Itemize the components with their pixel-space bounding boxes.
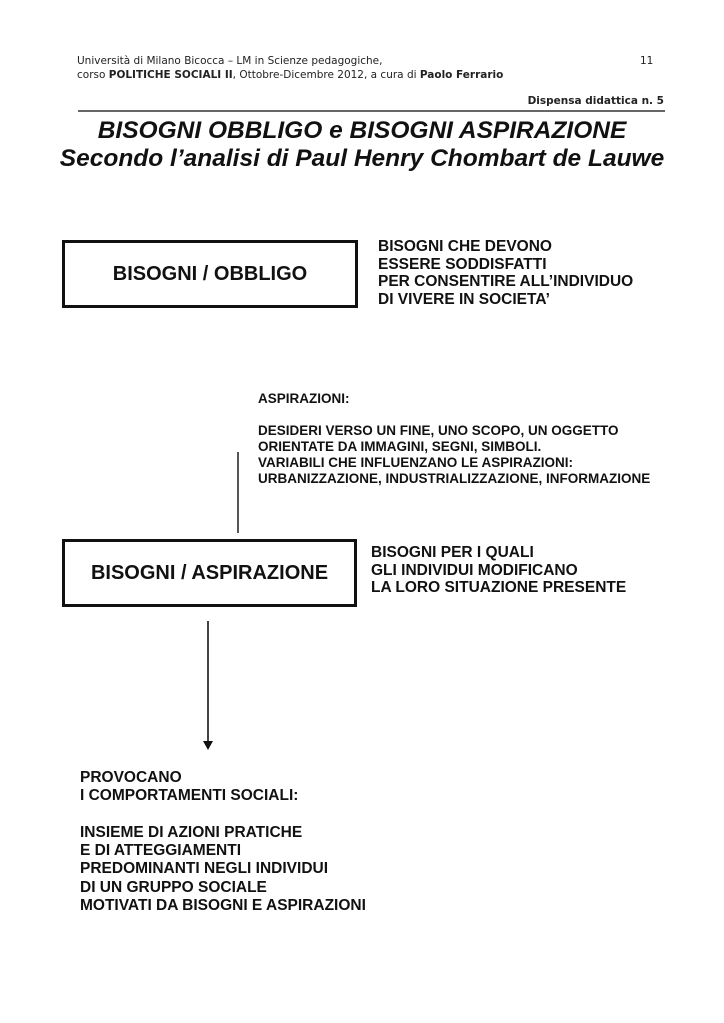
aspirazione-description-line: LA LORO SITUAZIONE PRESENTE <box>371 579 627 596</box>
comportamenti-heading-line: PROVOCANO <box>80 769 182 786</box>
box-obbligo-label: BISOGNI / OBBLIGO <box>112 262 308 285</box>
header-author: Paolo Ferrario <box>419 69 504 81</box>
comportamenti-line: INSIEME DI AZIONI PRATICHE <box>80 823 303 841</box>
arrow-down-icon <box>203 741 213 750</box>
comportamenti-line: E DI ATTEGGIAMENTI <box>80 842 242 860</box>
aspirazioni-line: VARIABILI CHE INFLUENZANO LE ASPIRAZIONI: <box>258 455 573 470</box>
aspirazione-description-line: GLI INDIVIDUI MODIFICANO <box>371 561 578 579</box>
page-title: BISOGNI OBBLIGO e BISOGNI ASPIRAZIONE <box>97 117 627 144</box>
box-aspirazione-label: BISOGNI / ASPIRAZIONE <box>90 561 329 584</box>
header-rule <box>78 110 665 112</box>
obbligo-description-line: ESSERE SODDISFATTI <box>378 255 547 273</box>
aspirazioni-block <box>258 391 650 487</box>
page-subtitle: Secondo l’analisi di Paul Henry Chombart de Lauwe <box>59 145 665 172</box>
aspirazioni-heading: ASPIRAZIONI: <box>258 391 350 406</box>
comportamenti-line: DI UN GRUPPO SOCIALE <box>80 878 267 896</box>
obbligo-description <box>378 238 633 308</box>
comportamenti-block <box>80 769 366 915</box>
comportamenti-line: MOTIVATI DA BISOGNI E ASPIRAZIONI <box>80 897 366 915</box>
header-institution: Università di Milano Bicocca – LM in Scienze pedagogiche, <box>77 55 383 67</box>
comportamenti-heading-line: I COMPORTAMENTI SOCIALI: <box>80 787 299 805</box>
aspirazioni-line: ORIENTATE DA IMMAGINI, SEGNI, SIMBOLI. <box>258 439 542 454</box>
header-course-dates: , Ottobre-Dicembre 2012, a cura di <box>232 69 420 81</box>
aspirazione-description-line: BISOGNI PER I QUALI <box>371 544 534 561</box>
obbligo-description-line: BISOGNI CHE DEVONO <box>378 238 552 255</box>
aspirazione-description <box>371 544 626 597</box>
spacer <box>80 806 366 824</box>
dispensa-label: Dispensa didattica n. 5 <box>527 95 664 107</box>
comportamenti-line: PREDOMINANTI NEGLI INDIVIDUI <box>80 860 329 878</box>
page-number: 11 <box>640 55 654 67</box>
header-course-name: POLITICHE SOCIALI II <box>108 69 233 81</box>
aspirazioni-line: URBANIZZAZIONE, INDUSTRIALIZZAZIONE, INFORMAZIONE <box>258 471 651 486</box>
arrow-down-shaft <box>207 621 209 743</box>
header-course-line <box>77 68 503 82</box>
obbligo-description-line: PER CONSENTIRE ALL’INDIVIDUO <box>378 273 634 290</box>
box-bisogni-aspirazione <box>62 539 357 607</box>
box-bisogni-obbligo <box>62 240 358 308</box>
aspirazioni-line: DESIDERI VERSO UN FINE, UNO SCOPO, UN OGGETTO <box>258 423 619 438</box>
header-course-prefix: corso <box>77 69 109 81</box>
obbligo-description-line: DI VIVERE IN SOCIETA’ <box>378 290 550 308</box>
spacer <box>258 407 650 423</box>
connector-line <box>237 452 239 533</box>
